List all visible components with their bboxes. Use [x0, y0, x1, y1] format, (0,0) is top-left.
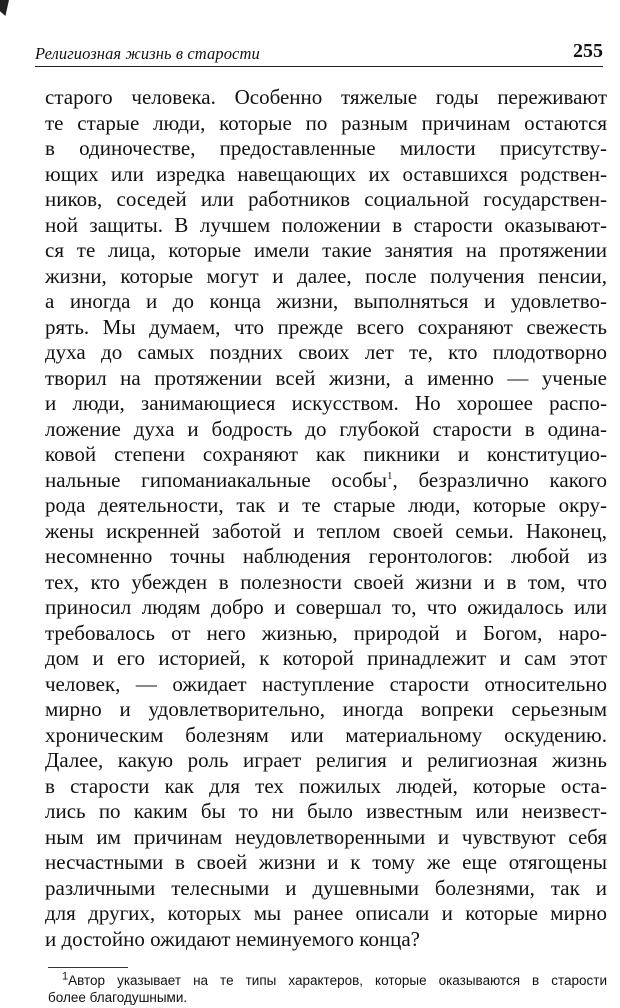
- text-line: рода деятельности, так и те старые люди, которые окру-: [45, 493, 607, 517]
- page-number: 255: [573, 40, 603, 62]
- text-line: приносил людям добро и совершал то, что ожидалось или: [45, 595, 607, 619]
- footnote-line: более благодушными.: [48, 990, 188, 1005]
- text-line: различными телесными и душевными болезнями, так и: [45, 875, 607, 900]
- text-line: несомненно точны наблюдения геронтологов: любой из: [45, 544, 607, 568]
- text-line-start: нальные гипоманиакальные особы: [45, 467, 388, 492]
- text-line: те старые люди, которые по разным причинам остаются: [45, 110, 607, 135]
- text-line: жизни, которые могут и далее, после получения пенсии,: [45, 263, 607, 288]
- text-line: и люди, занимающиеся искусством. Но хорошее распо-: [45, 391, 607, 415]
- scan-corner-mark: [0, 0, 9, 16]
- footnote-divider: [48, 967, 128, 968]
- text-line: ников, соседей или работников социальной государствен-: [45, 187, 607, 211]
- footnote-text: Автор указывает на те типы характеров, которые оказываются в старости: [68, 973, 607, 988]
- text-line: старого человека. Особенно тяжелые годы переживают: [45, 85, 607, 109]
- text-line-with-footnote-ref: [45, 468, 607, 494]
- text-line-end: , безразлично какого: [392, 467, 607, 492]
- footnote-marker: 1: [62, 972, 69, 983]
- text-line: рять. Мы думаем, что прежде всего сохраняют свежесть: [45, 314, 607, 339]
- footnote-reference: 1: [387, 469, 393, 482]
- text-line: в одиночестве, предоставленные милости присутству-: [45, 136, 607, 160]
- text-line: дом и его историей, к которой принадлежит и сам этот: [45, 646, 607, 670]
- text-line: творил на протяжении всей жизни, а именно — ученые: [45, 365, 607, 390]
- text-line: жены искренней заботой и теплом своей семьи. Наконец,: [45, 518, 607, 543]
- text-line: мирно и удовлетворительно, иногда вопреки серьезным: [45, 697, 607, 721]
- page-header: [35, 40, 603, 67]
- text-line: тех, кто убежден в полезности своей жизни и в том, что: [45, 569, 607, 594]
- text-line: и достойно ожидают неминуемого конца?: [45, 926, 420, 951]
- text-line: ным им причинам неудовлетворенными и чувствуют себя: [45, 824, 607, 849]
- running-title: Религиозная жизнь в старости: [35, 44, 260, 63]
- text-line: в старости как для тех пожилых людей, которые оста-: [45, 773, 607, 798]
- text-line: ложение духа и бодрость до глубокой старости в одина-: [45, 416, 607, 441]
- text-line: духа до самых поздних своих лет те, кто плодотворно: [45, 340, 607, 364]
- text-line: а иногда и до конца жизни, выполняться и удовлетво-: [45, 289, 607, 313]
- text-line: ковой степени сохраняют как пикники и конституцио-: [45, 442, 607, 466]
- footnote: [48, 972, 607, 1006]
- footnote-line: [48, 972, 607, 989]
- text-line: ся те лица, которые имели такие занятия на протяжении: [45, 238, 607, 262]
- text-line: несчастными в своей жизни и к тому же еще отягощены: [45, 850, 607, 874]
- text-line: ющих или изредка навещающих их оставшихся родствен-: [45, 161, 607, 186]
- text-line: человек, — ожидает наступление старости относительно: [45, 671, 607, 696]
- text-line: Далее, какую роль играет религия и религиозная жизнь: [45, 748, 607, 772]
- text-line: хроническим болезням или материальному оскудению.: [45, 722, 607, 747]
- text-line: лись по каким бы то ни было известным или неизвест-: [45, 799, 607, 823]
- text-line: для других, которых мы ранее описали и которые мирно: [45, 901, 607, 925]
- text-line: ной защиты. В лучшем положении в старости оказывают-: [45, 212, 607, 237]
- body-text: [45, 85, 607, 952]
- text-line: требовалось от него жизнью, природой и Богом, наро-: [45, 620, 607, 645]
